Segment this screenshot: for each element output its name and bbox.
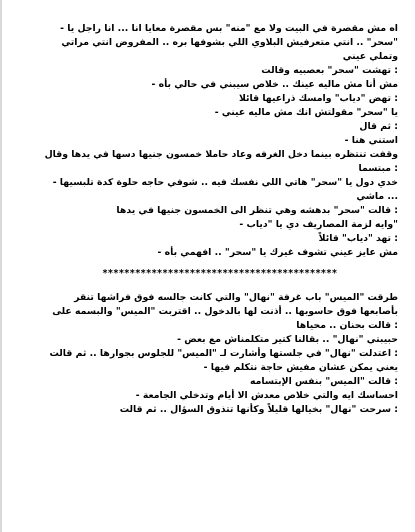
text-line: "سحر" .. انتي متعرفيش البلاوي اللي بشوفها بره .. المفروض انتي مراتي: [61, 37, 398, 48]
text-line: : قالت "سحر" بدهشه وهي تنظر الى الخمسون جنيها في يدها: [116, 205, 398, 216]
text-line: خدي دول يا "سحر" هاتي اللي نفسك فيه .. شوفي حاجه حلوة كدة تلبسيها -: [52, 177, 398, 188]
spacer: [42, 281, 398, 291]
text-line: : سرحت "نهال" بخيالها قليلاً وكأنها تتذوق السؤال .. ثم قالت: [119, 404, 398, 415]
text-line: استني هنا -: [344, 135, 398, 146]
text-line: احساسك ايه والتي خلاص معدش الا أيام وتدخلي الجامعة -: [135, 390, 398, 401]
text-line: مش أنا مش ماليه عينك .. خلاص سيبني في حالي بأه -: [151, 79, 398, 90]
text-line: : اعتدلت "نهال" في جلستها وأشارت لـ "الميس" للجلوس بجوارها .. ثم قالت: [49, 348, 398, 359]
text-line: : تهد "دياب" قائلاً: [318, 233, 398, 244]
section-divider: *******************************************: [102, 268, 338, 279]
text-line: حبيبتي "نهال" .. بقالنا كتير متكلمناش مع بعض -: [177, 334, 398, 345]
text-line: مش عايز عيني تشوف غيرك يا "سحر" .. افهمي بأه -: [157, 247, 398, 258]
text-line: يعني يمكن عشان مفيش حاجة نتكلم فيها -: [203, 362, 398, 373]
text-line: اه مش مقصرة في البيت ولا مع "منه" بس مقصرة معايا انا ... انا راجل يا -: [60, 23, 398, 34]
text-line: بأصابعها فوق حاسوبها .. أذنت لها بالدخول .. اقتربت "الميس" والبسمه على: [52, 306, 398, 317]
text-line: : ثم قال: [359, 121, 398, 132]
text-line: وتملي عيني: [342, 51, 398, 62]
text-line: يا "سحر" مقولتش انك مش ماليه عيني -: [214, 107, 398, 118]
page-text-body: [42, 22, 398, 417]
text-line: : مبتسما: [358, 163, 398, 174]
text-line: ... ماشي: [356, 191, 398, 202]
text-line: : تهشت "سحر" بعصبيه وقالت: [261, 65, 398, 76]
text-line: وقفت تنتظره بينما دخل الغرفه وعاد حاملا خمسون جنيها دسها في يدها وقال: [44, 149, 398, 160]
text-line: طرقت "الميس" باب غرفة "نهال" والتي كانت جالسه فوق فراشها تنقر: [74, 292, 398, 303]
text-line: "وايه لزمة المصاريف دي يا "دياب -: [239, 219, 398, 230]
text-line: : تهض "دياب" وامسك ذراعيها قائلا: [238, 93, 398, 104]
text-line: : قالت بحنان .. محياها: [296, 320, 398, 331]
spacer: [42, 260, 398, 267]
text-line: : قالت "الميس" بنفس الإبتسامه: [250, 376, 398, 387]
